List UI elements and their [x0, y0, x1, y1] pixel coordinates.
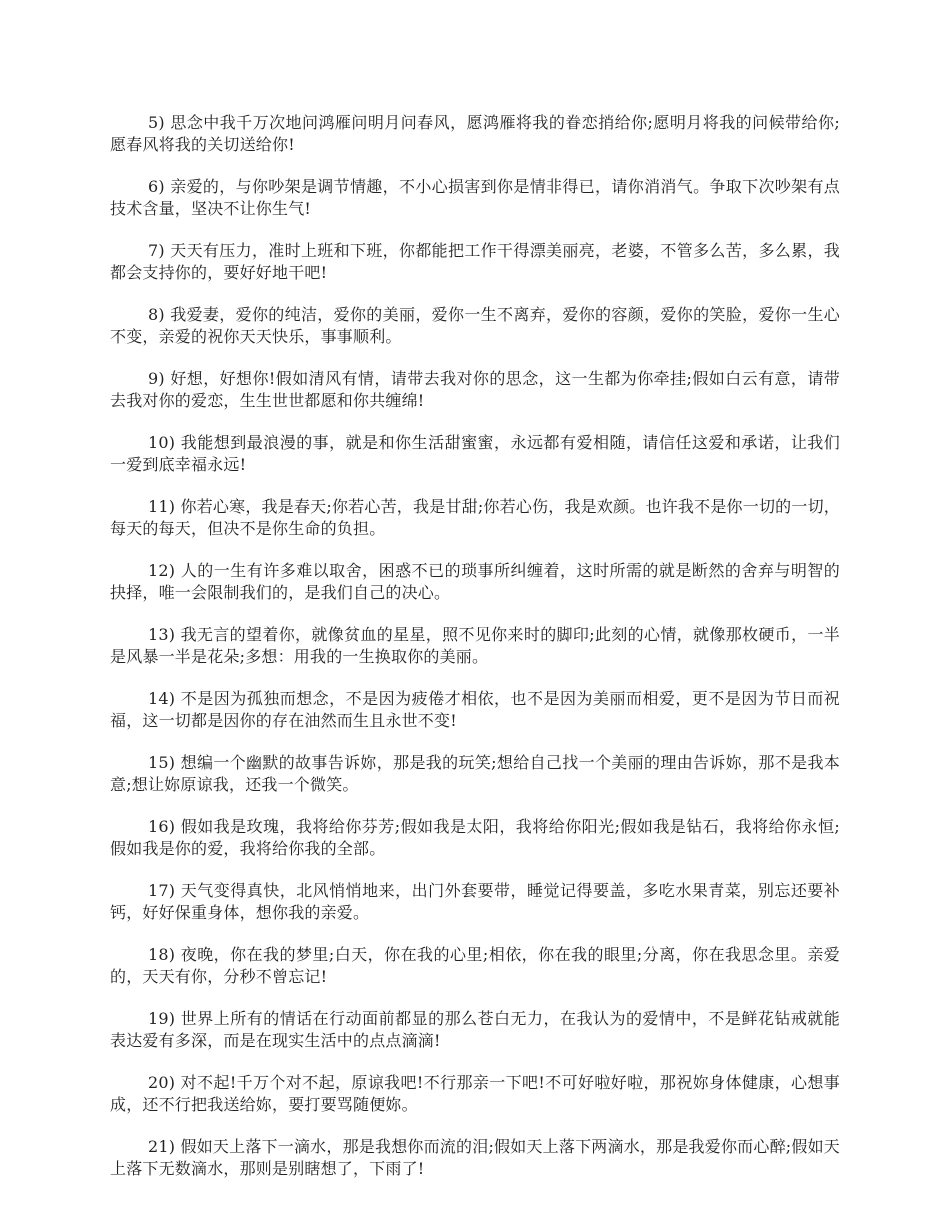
paragraph-16: 16) 假如我是玫瑰，我将给你芬芳;假如我是太阳，我将给你阳光;假如我是钻石，我将给你永恒;假如我是你的爱，我将给你我的全部。: [110, 817, 840, 858]
paragraph-19: 19) 世界上所有的情话在行动面前都显的那么苍白无力，在我认为的爱情中，不是鲜花钻戒就能表达爱有多深，而是在现实生活中的点点滴滴!: [110, 1009, 840, 1050]
paragraph-20: 20) 对不起!千万个对不起，原谅我吧!不行那亲一下吧!不可好啦好啦，那祝妳身体健康，心想事成，还不行把我送给妳，要打要骂随便妳。: [110, 1073, 840, 1114]
paragraph-13: 13) 我无言的望着你，就像贫血的星星，照不见你来时的脚印;此刻的心情，就像那枚硬币，一半是风暴一半是花朵;多想：用我的一生换取你的美丽。: [110, 625, 840, 666]
paragraph-10: 10) 我能想到最浪漫的事，就是和你生活甜蜜蜜，永远都有爱相随，请信任这爱和承诺，让我们一爱到底幸福永远!: [110, 433, 840, 474]
paragraph-6: 6) 亲爱的，与你吵架是调节情趣，不小心损害到你是情非得已，请你消消气。争取下次吵架有点技术含量，坚决不让你生气!: [110, 177, 840, 218]
paragraph-15: 15) 想编一个幽默的故事告诉妳，那是我的玩笑;想给自己找一个美丽的理由告诉妳，那不是我本意;想让妳原谅我，还我一个微笑。: [110, 753, 840, 794]
paragraph-9: 9) 好想，好想你!假如清风有情，请带去我对你的思念，这一生都为你牵挂;假如白云有意，请带去我对你的爱恋，生生世世都愿和你共缠绵!: [110, 369, 840, 410]
paragraph-12: 12) 人的一生有许多难以取舍，困惑不已的琐事所纠缠着，这时所需的就是断然的舍弃与明智的抉择，唯一会限制我们的，是我们自己的决心。: [110, 561, 840, 602]
paragraph-21: 21) 假如天上落下一滴水，那是我想你而流的泪;假如天上落下两滴水，那是我爱你而心醉;假如天上落下无数滴水，那则是别瞎想了，下雨了!: [110, 1137, 840, 1178]
paragraph-11: 11) 你若心寒，我是春天;你若心苦，我是甘甜;你若心伤，我是欢颜。也许我不是你一切的一切，每天的每天，但决不是你生命的负担。: [110, 497, 840, 538]
paragraph-14: 14) 不是因为孤独而想念，不是因为疲倦才相依，也不是因为美丽而相爱，更不是因为节日而祝福，这一切都是因你的存在油然而生且永世不变!: [110, 689, 840, 730]
paragraph-18: 18) 夜晚，你在我的梦里;白天，你在我的心里;相依，你在我的眼里;分离，你在我思念里。亲爱的，天天有你，分秒不曾忘记!: [110, 945, 840, 986]
paragraph-8: 8) 我爱妻，爱你的纯洁，爱你的美丽，爱你一生不离弃，爱你的容颜，爱你的笑脸，爱你一生心不变，亲爱的祝你天天快乐，事事顺利。: [110, 305, 840, 346]
paragraph-17: 17) 天气变得真快，北风悄悄地来，出门外套要带，睡觉记得要盖，多吃水果青菜，别忘还要补钙，好好保重身体，想你我的亲爱。: [110, 881, 840, 922]
paragraph-7: 7) 天天有压力，准时上班和下班，你都能把工作干得漂美丽亮，老婆，不管多么苦，多么累，我都会支持你的，要好好地干吧!: [110, 241, 840, 282]
paragraph-5: 5) 思念中我千万次地问鸿雁问明月问春风，愿鸿雁将我的眷恋捎给你;愿明月将我的问候带给你;愿春风将我的关切送给你!: [110, 113, 840, 154]
